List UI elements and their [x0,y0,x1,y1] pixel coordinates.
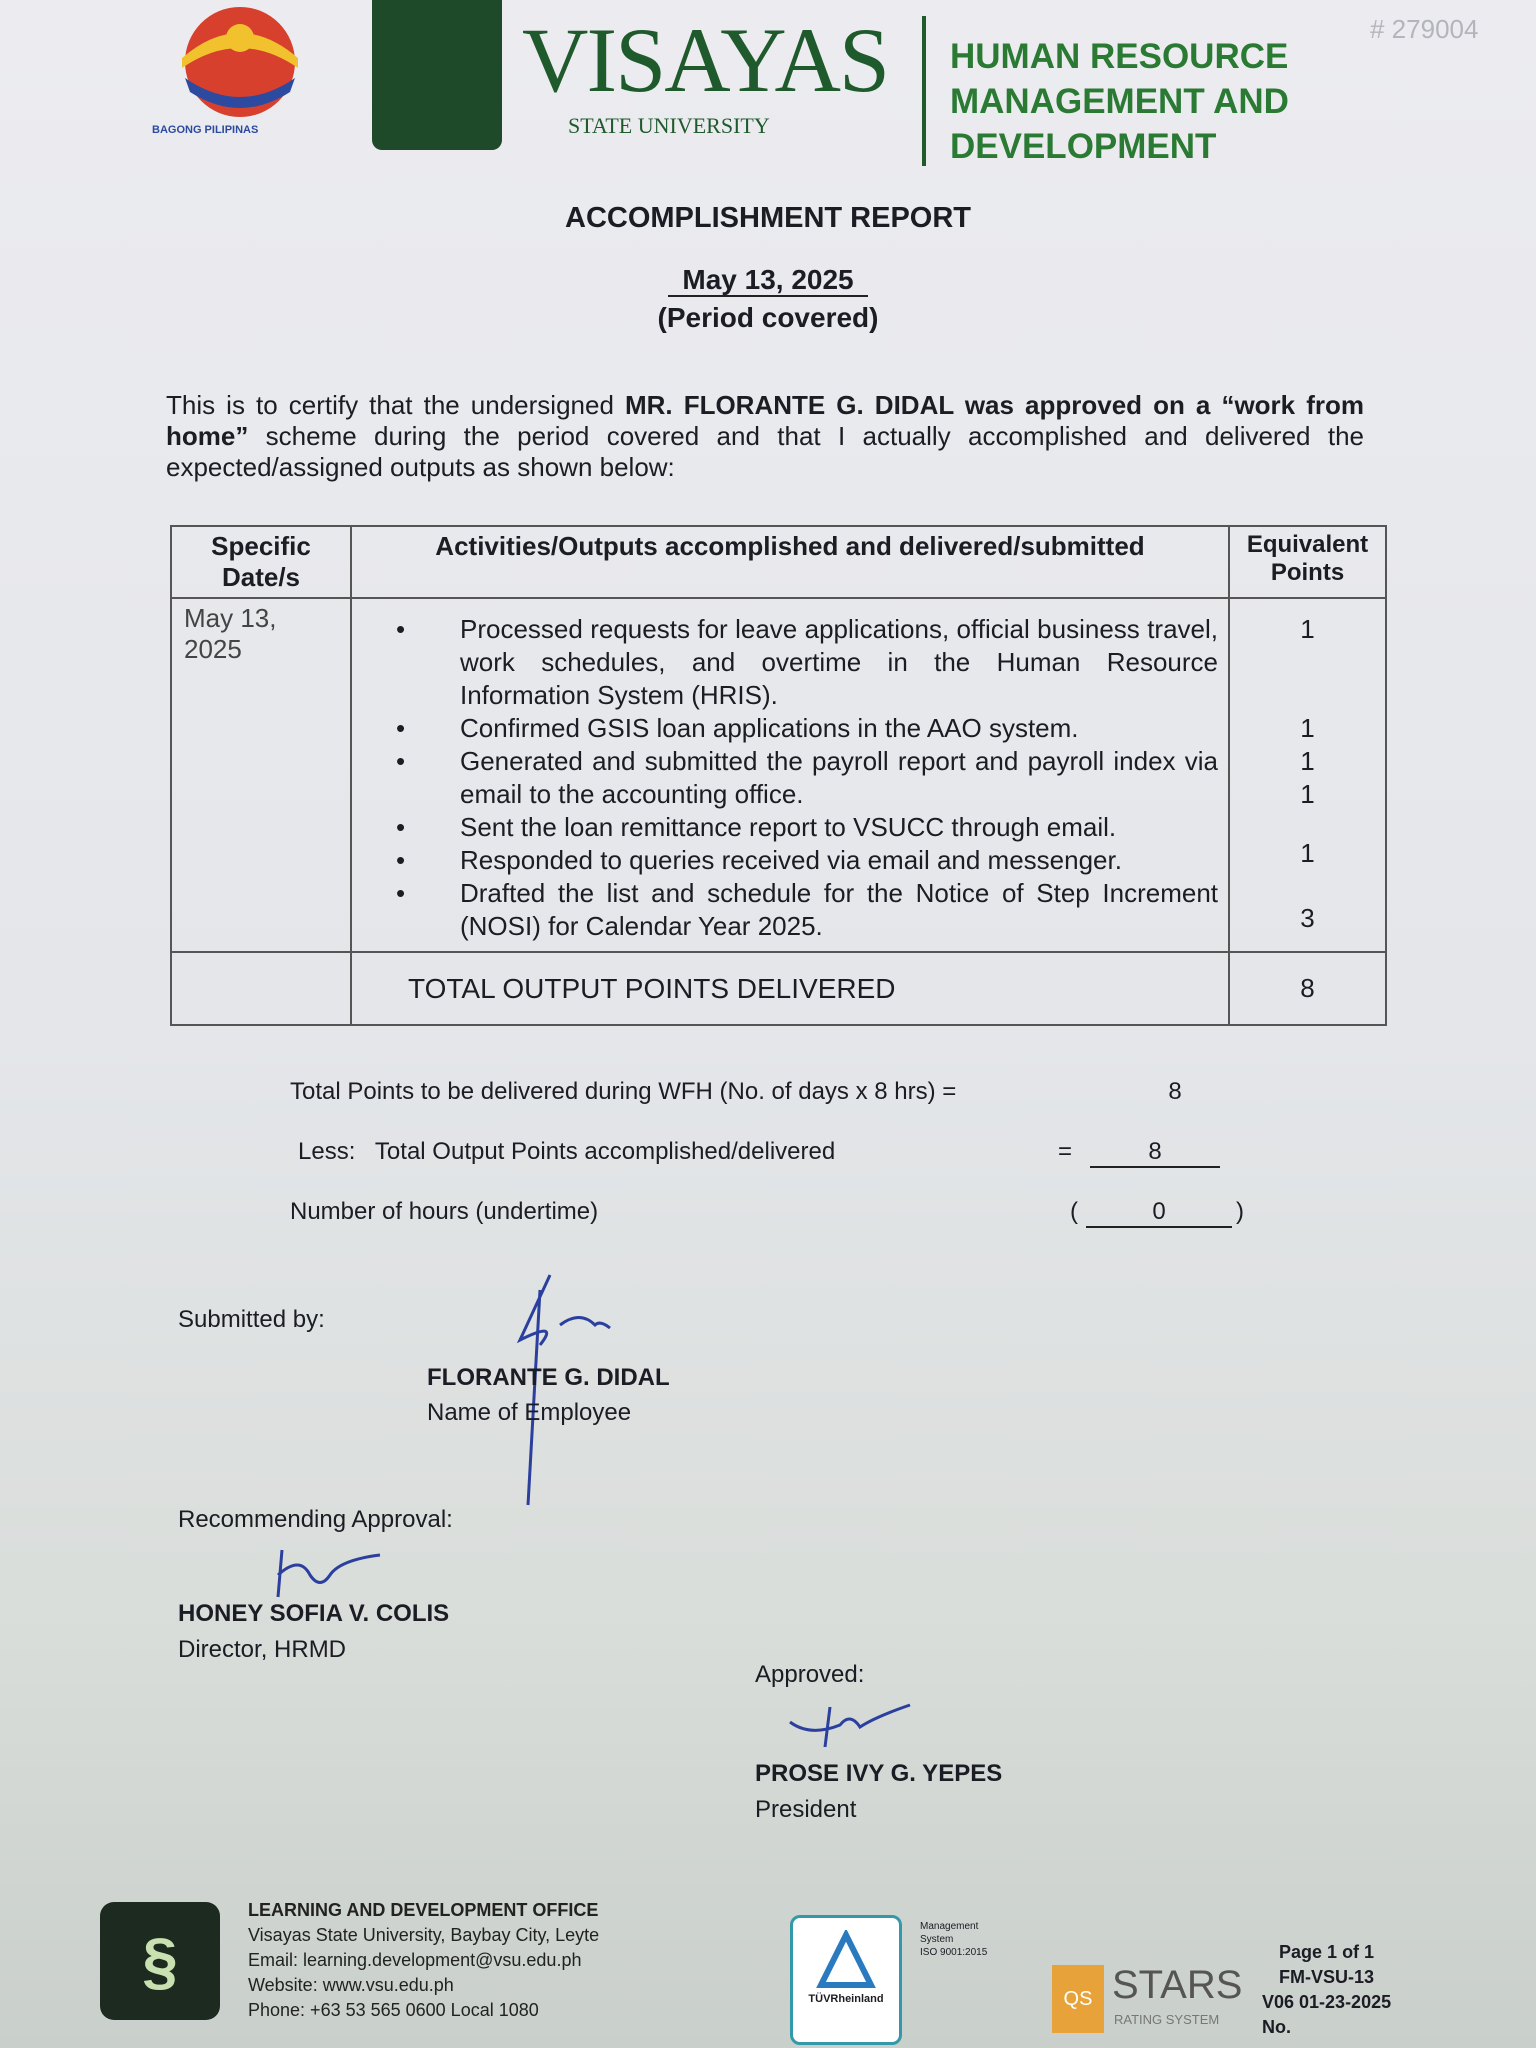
paren-open: ( [1070,1198,1078,1225]
undertime-value: 0 [1086,1198,1232,1228]
tuv-side-line: ISO 9001:2015 [920,1947,988,1958]
form-version: V06 01-23-2025 [1262,1992,1392,2012]
activity-item: • Processed requests for leave applications, official business travel, work schedules, and overtime in the Human Resource Information System (HRIS). [396,613,1218,712]
tuv-label: TÜVRheinland [808,1993,884,2005]
header-divider [922,16,926,166]
office-line: DEVELOPMENT [950,127,1217,166]
point-value: 1 [1300,746,1315,776]
period-date-value: May 13, 2025 [668,264,867,297]
period-date [0,264,1536,296]
header-points: Equivalent Points [1229,526,1386,598]
header-activities: Activities/Outputs accomplished and delivered/submitted [351,526,1229,598]
footer-phone: Phone: +63 53 565 0600 Local 1080 [248,2000,539,2020]
approved-label: Approved: [755,1661,865,1688]
points-to-deliver-value: 8 [1168,1078,1182,1105]
page-info [1262,1940,1391,2040]
header-date: Specific Date/s [171,526,351,598]
table-row [171,598,1386,952]
table-header-row [171,526,1386,598]
tuv-certification-badge [790,1915,902,2045]
accomplishment-table [170,525,1387,1026]
activity-item: • Responded to queries received via email and messenger. [396,844,1218,877]
activity-item: • Sent the loan remittance report to VSUCC through email. [396,811,1218,844]
office-line: MANAGEMENT AND [950,82,1289,121]
certify-prefix: This is to certify that the undersigned [166,390,625,420]
point-value: 1 [1300,779,1315,809]
learning-development-logo: § [100,1902,220,2020]
employee-role: Name of Employee [427,1399,632,1426]
document-number: # 279004 [1370,14,1479,44]
footer-email: Email: learning.development@vsu.edu.ph [248,1950,582,1970]
total-label: TOTAL OUTPUT POINTS DELIVERED [351,952,1229,1025]
report-title: ACCOMPLISHMENT REPORT [565,202,971,234]
period-label: (Period covered) [657,302,879,333]
activities-cell [351,598,1229,952]
point-value: 1 [1300,838,1315,868]
less-label: Less: Total Output Points accomplished/delivered [298,1138,836,1165]
university-name: VISAYAS [522,9,889,111]
approver-role: President [755,1796,857,1823]
certify-suffix: scheme during the period covered and that I actually accomplished and delivered the expected/assigned outputs as shown below: [166,421,1364,482]
tuv-triangle-icon [816,1930,876,1990]
footer-website: Website: www.vsu.edu.ph [248,1975,454,1995]
paren-close: ) [1236,1198,1244,1225]
footer-office: LEARNING AND DEVELOPMENT OFFICE [248,1900,599,1920]
submitted-by-label: Submitted by: [178,1306,325,1333]
qs-logo: QS [1052,1965,1104,2033]
date-cell: May 13, 2025 [171,598,351,952]
office-line: HUMAN RESOURCE [950,37,1289,76]
points-cell [1229,598,1386,952]
tuv-side-line: Management [920,1921,979,1932]
seal-text: BAGONG PILIPINAS [152,124,259,136]
equals-sign: = [1058,1138,1073,1165]
footer-address: Visayas State University, Baybay City, Leyte [248,1925,600,1945]
qs-stars-label: STARS [1112,1963,1243,2007]
approver-signature [780,1697,920,1753]
point-value: 1 [1300,614,1315,644]
recommender-signature [270,1545,390,1600]
page-number: Page 1 of 1 [1279,1942,1375,1962]
less-value: 8 [1090,1138,1220,1168]
approver-name: PROSE IVY G. YEPES [755,1760,1003,1787]
point-value: 1 [1300,713,1315,743]
tuv-side-text [920,1920,987,1959]
certify-bold: MR. FLORANTE G. DIDAL was approved on a “work from home” [166,390,1364,451]
points-to-deliver-label: Total Points to be delivered during WFH (No. of days x 8 hrs) = [290,1078,957,1105]
activity-item: • Generated and submitted the payroll report and payroll index via email to the accounting office. [396,745,1218,811]
university-sub: STATE UNIVERSITY [568,113,770,138]
activity-item: • Drafted the list and schedule for the Notice of Step Increment (NOSI) for Calendar Year 2025. [396,877,1218,943]
form-code: FM-VSU-13 [1279,1967,1375,1987]
activity-item: • Confirmed GSIS loan applications in the AAO system. [396,712,1218,745]
total-value: 8 [1229,952,1386,1025]
total-row [171,952,1386,1025]
recommending-label: Recommending Approval: [178,1506,453,1533]
undertime-label: Number of hours (undertime) [290,1198,599,1225]
total-empty-cell [171,952,351,1025]
vsu-logo [372,0,502,150]
qs-stars-sub: RATING SYSTEM [1114,2012,1220,2027]
recommender-name: HONEY SOFIA V. COLIS [178,1600,450,1627]
recommender-role: Director, HRMD [178,1636,347,1663]
no-label: No. [1262,2017,1291,2037]
office-name [950,34,1289,169]
certification-paragraph [166,390,1364,483]
employee-name: FLORANTE G. DIDAL [427,1364,670,1391]
footer-contact [248,1898,599,2023]
point-value: 3 [1300,903,1315,933]
tuv-side-line: System [920,1934,954,1945]
